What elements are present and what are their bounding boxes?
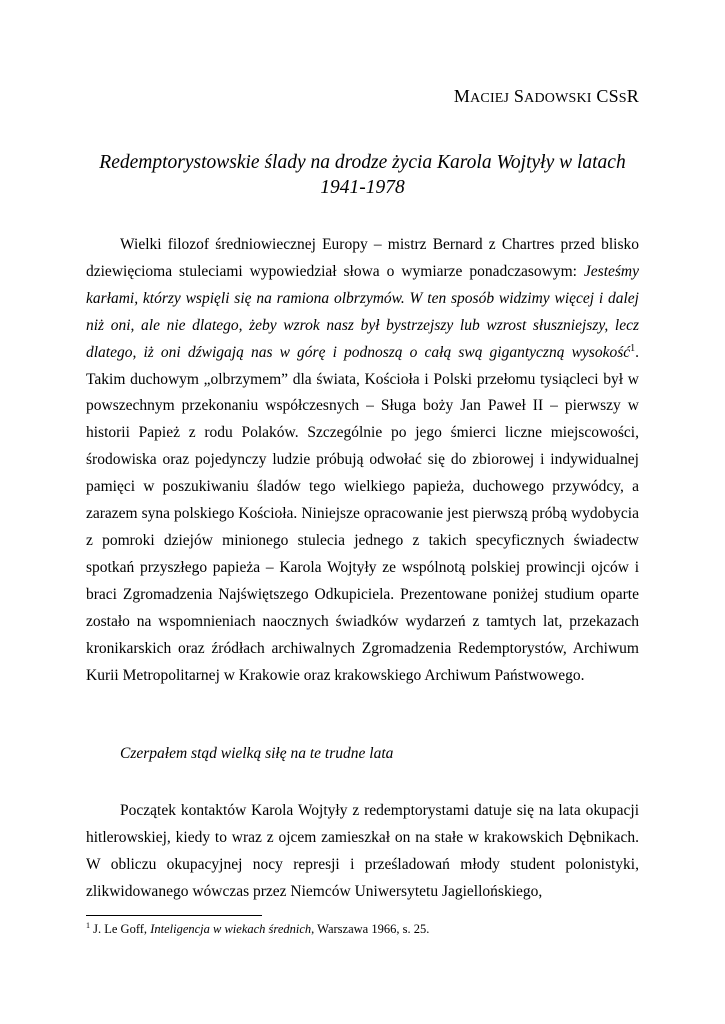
section-body xyxy=(86,798,639,906)
author-rest-2: ADOWSKI xyxy=(524,91,592,106)
footnote xyxy=(86,922,429,937)
footnote-book-title: Inteligencja w wiekach średnich xyxy=(150,922,312,936)
paragraph-intro xyxy=(86,232,639,689)
footnote-number: 1 xyxy=(86,920,90,930)
footnote-author: J. Le Goff, xyxy=(90,922,151,936)
author-suffix-2: R xyxy=(626,86,639,106)
section-heading: Czerpałem stąd wielką siłę na te trudne lata xyxy=(120,745,394,762)
author-suffix-small: S xyxy=(618,91,627,106)
footnote-rest: , Warszawa 1966, s. 25. xyxy=(311,922,430,936)
bernard-quote: Jesteśmy karłami, którzy wspięli się na ramiona olbrzymów. W ten sposób widzimy więcej i dalej niż oni, ale nie dlatego, żeby wzrok nasz był bystrzejszy lub wzrost słuszniejszy, lecz dlatego, iż oni dźwigają nas w górę i podnoszą o całą swą gigantyczną wysokość xyxy=(86,262,639,361)
paragraph-intro-text-b: . Takim duchowym „olbrzymem” dla świata, Kościoła i Polski przełomu tysiącleci był w powszechnym przekonaniu współczesnych – Sługa boży Jan Paweł II – pierwszy w historii Papież z rodu Polaków. Szczególnie po jego śmierci liczne miejscowości, środowiska oraz pojedynczy ludzie próbują odwołać się do zbiorowej i indywidualnej pamięci w poszukiwaniu śladów tego wielkiego papieża, duchowego przywódcy, a zarazem syna polskiego Kościoła. Niniejsze opracowanie jest pierwszą próbą wydobycia z pomroki dziejów minionego stulecia jednego z takich specyficznych świadectw spotkań przyszłego papieża – Karola Wojtyły ze wspólnotą polskiej prowincji ojców i braci Zgromadzenia Najświętszego Odkupiciela. Prezentowane poniżej studium oparte zostało na wspomnieniach naocznych świadków wydarzeń z tamtych lat, przekazach kronikarskich oraz źródłach archiwalnych Zgromadzenia Redemptorystów, Archiwum Kurii Metropolitarnej w Krakowie oraz krakowskiego Archiwum Państwowego. xyxy=(86,343,639,684)
footnote-reference[interactable]: 1 xyxy=(630,342,636,354)
author-suffix-1: CS xyxy=(596,86,619,106)
intro-section xyxy=(86,232,639,689)
author-initial-1: M xyxy=(453,86,471,106)
author-rest-1: ACIEJ xyxy=(470,91,510,106)
author-name xyxy=(454,86,639,107)
footnote-divider xyxy=(86,915,262,916)
paragraph-second: Początek kontaktów Karola Wojtyły z redemptorystami datuje się na lata okupacji hitlerowskiej, kiedy to wraz z ojcem zamieszkał on na stałe w krakowskich Dębnikach. W obliczu okupacyjnej nocy represji i prześladowań młody student polonistyki, zlikwidowanego wówczas przez Niemców Uniwersytetu Jagiellońskiego, xyxy=(86,802,639,900)
article-title: Redemptorystowskie ślady na drodze życia Karola Wojtyły w latach 1941-1978 xyxy=(99,152,626,198)
paragraph-intro-text-a: Wielki filozof średniowiecznej Europy – mistrz Bernard z Chartres przed blisko dziewięcioma stuleciami wypowiedział słowa o wymiarze ponadczasowym: xyxy=(86,236,639,280)
author-initial-2: S xyxy=(513,86,525,106)
